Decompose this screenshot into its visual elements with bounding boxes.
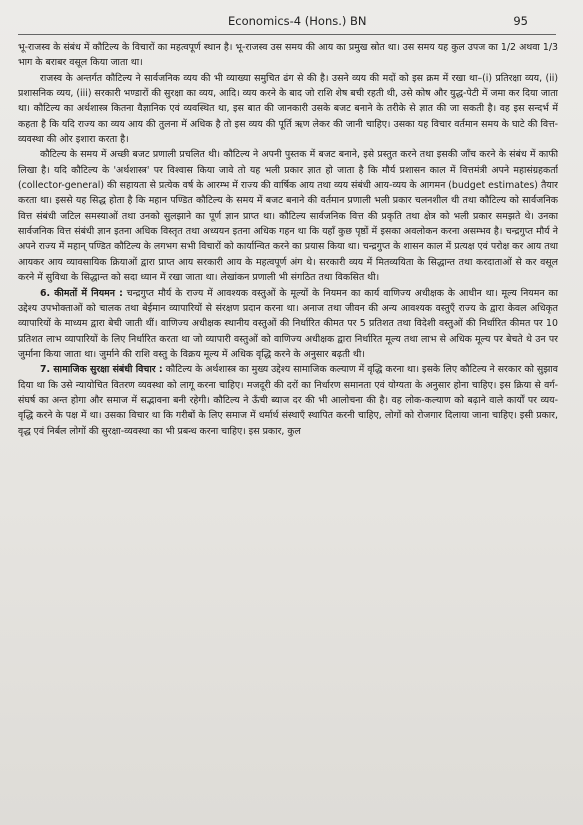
- running-header: [228, 14, 528, 32]
- paragraph-text: कौटिल्य के समय में अच्छी बजट प्रणाली प्रचलित थी। कौटिल्य ने अपनी पुस्तक में बजट बनाने, इसे प्रस्तुत करने तथा इसकी जाँच करने के संबंध में काफी लिखा है। यदि कौटिल्य के 'अर्थशास्त्र' पर विश्वास किया जावे तो यह भली प्रकार ज्ञात हो जाता है कि मौर्य प्रशासन काल में वित्तमंत्री अपने महासंग्रहकर्ता (collector-general) की सहायता से प्रत्येक वर्ष के आरम्भ में राज्य की वार्षिक आय तथा व्यय संबंधी आय-व्यय के आगमन (budget estimates) तैयार करता था। इससे यह सिद्ध होता है कि महान पण्डित कौटिल्य के समय में बजट बनाने की वर्तमान प्रणाली भली प्रकार चलनशील थी तथा कौटिल्य को सार्वजनिक वित्त संबंधी जटिल समस्याओं तथा उनको सुलझाने का पूर्ण ज्ञान प्राप्त था। कौटिल्य सार्वजनिक वित्त की प्रकृति तथा क्षेत्र को भली प्रकार समझते थे। उनका सार्वजनिक वित्त संबंधी ज्ञान इतना अधिक विस्तृत तथा अध्ययन इतना अधिक गहन था कि यहाँ कुछ पृष्ठों में इसका अवलोकन करना असम्भव है। चन्द्रगुप्त मौर्य ने अपने राज्य में महान् पण्डित कौटिल्य के लगभग सभी विचारों को कार्यान्वित करने का प्रयास किया था। चन्द्रगुप्त के शासन काल में प्रत्यक्ष एवं परोक्ष कर आय तथा आयकर आय व्यावसायिक क्रियाओं द्वारा प्राप्त आय सरकारी आय के महत्वपूर्ण अंग थे। सरकारी व्यय में मितव्ययिता के सिद्धान्त तथा करदाताओं से कर वसूल करने में सुविधा के सिद्धान्त को सदा ध्यान में रखा जाता था। लेखांकन प्रणाली भी संगठित तथा विकसित थी।: [18, 149, 558, 284]
- paragraph-social-security: [18, 362, 558, 439]
- paragraph-text: राजस्व के अन्तर्गत कौटिल्य ने सार्वजनिक व्यय की भी व्याख्या समुचित ढंग से की है। उसने व्यय की मदों को इस क्रम में रखा था–(i) प्रतिरक्षा व्यय, (ii) प्रशासनिक व्यय, (iii) सरकारी भण्डारों की सुरक्षा का व्यय, आदि। व्यय करने के बाद जो राशि शेष बची रहती थी, उसे कोष और युद्ध-पेटी में जमा कर दिया जाता था। कौटिल्य का अर्थशास्त्र कितना वैज्ञानिक एवं व्यवस्थित था, इस बात की जानकारी उसके बजट बनाने के तरीके से ज्ञात की जा सकती है। वह इस सन्दर्भ में कहता है कि यदि राज्य का व्यय आय की तुलना में अधिक है तो इस व्यय की पूर्ति ऋण लेकर की जानी चाहिए। उसका यह विचार वर्तमान समय के घाटे की वित्त-व्यवस्था की ओर इशारा करता है।: [18, 72, 558, 146]
- paragraph-text: कौटिल्य के अर्थशास्त्र का मुख्य उद्देश्य सामाजिक कल्याण में वृद्धि करना था। इसके लिए कौटिल्य ने सरकार को सुझाव दिया था कि उसे न्यायोचित वितरण व्यवस्था को लागू करना चाहिए। मजदूरी की दरों का निर्धारण समानता एवं योग्यता के अनुसार होना चाहिए। इस क्रिया से वर्ग-संघर्ष का अन्त होगा और समाज में सद्भावना बनी रहेगी। कौटिल्य ने ऊँची ब्याज दर की भी आलोचना की है। वह लोक-कल्याण को बढ़ाने वाले कार्यों पर व्यय-वृद्धि करने के पक्ष में था। उसका विचार था कि गरीबों के लिए समाज में धर्मार्थ संस्थाएँ स्थापित करनी चाहिए, लोगों को रोजगार दिलाया जाना चाहिए। इसी प्रकार, वृद्ध एवं निर्बल लोगों की सुरक्षा-व्यवस्था का भी प्रबन्ध करना चाहिए। इस प्रकार, कुल: [18, 364, 558, 437]
- paragraph-text: भू-राजस्व के संबंध में कौटिल्य के विचारों का महत्वपूर्ण स्थान है। भू-राजस्व उस समय की आय का प्रमुख स्रोत था। उस समय यह कुल उपज का 1/2 अथवा 1/3 भाग के बराबर वसूल किया जाता था।: [18, 42, 558, 69]
- paragraph-public-expenditure: [18, 71, 558, 148]
- header-title: Economics-4 (Hons.) BN: [228, 14, 367, 28]
- paragraph-price-regulation: [18, 286, 558, 363]
- header-divider: [18, 34, 556, 35]
- section-heading: 6. कीमतों में नियमन :: [40, 287, 123, 299]
- body-text: [18, 40, 558, 820]
- paragraph-budget-system: [18, 147, 558, 285]
- section-heading: 7. सामाजिक सुरक्षा संबंधी विचार :: [40, 364, 163, 376]
- paragraph-text: चन्द्रगुप्त मौर्य के राज्य में आवश्यक वस्तुओं के मूल्यों के नियमन का कार्य वाणिज्य अधीक्षक के आधीन था। मूल्य नियमन का उद्देश्य उपभोक्ताओं को चालक तथा बेईमान व्यापारियों से संरक्षण प्रदान करना था। अनाज तथा जीवन की अन्य आवश्यक वस्तुएँ राज्य के द्वारा केवल अधिकृत व्यापारियों के माध्यम द्वारा बेची जाती थीं। वाणिज्य अधीक्षक स्थानीय वस्तुओं की निर्धारित कीमत पर 5 प्रतिशत तथा विदेशी वस्तुओं की निर्धारित कीमत पर 10 प्रतिशत लाभ व्यापारियों के लिए निर्धारित करता था जो व्यापारी वस्तुओं को वाणिज्य अधीक्षक द्वारा निर्धारित मूल्य तथा लाभ से अधिक मूल्य पर बेचते थे उन पर जुर्माना किया जाता था। जुर्माने की राशि वस्तु के विक्रय मूल्य में अधिक वृद्धि करने के अनुसार बढ़ती थी।: [18, 287, 558, 360]
- page-number: 95: [513, 14, 528, 28]
- paragraph-land-revenue: [18, 40, 558, 71]
